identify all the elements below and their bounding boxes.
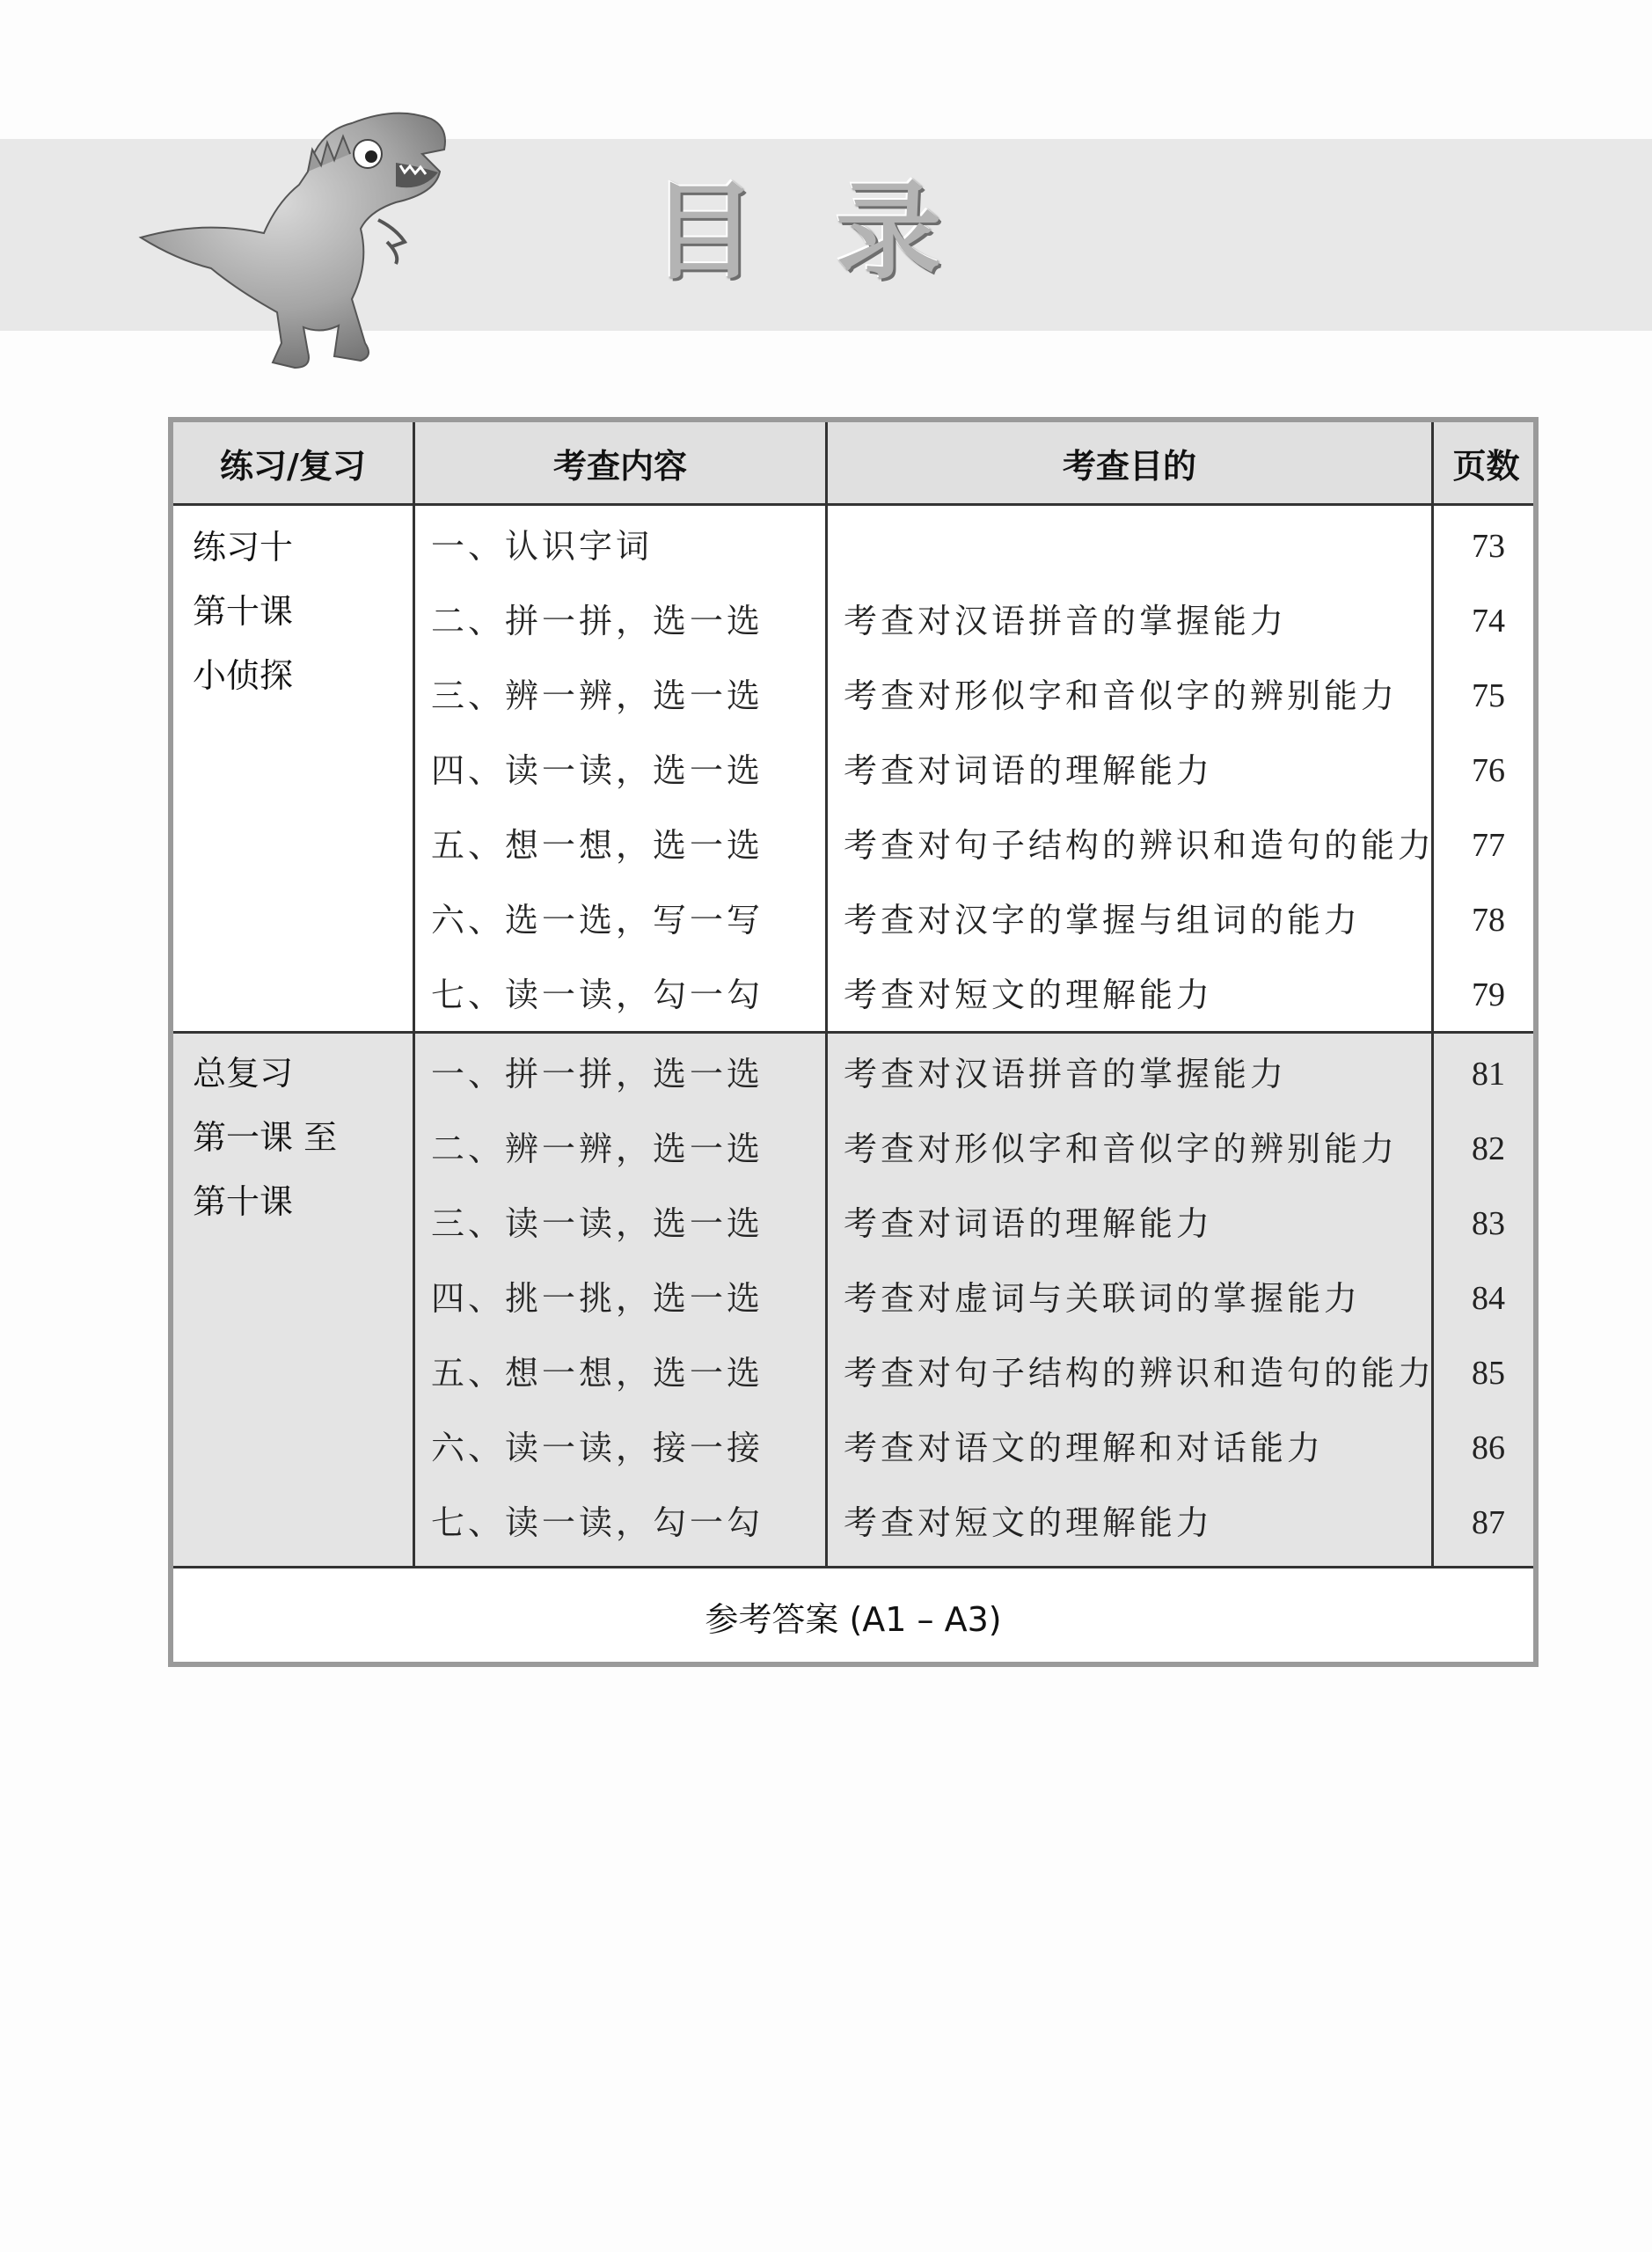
table-row[interactable] (173, 1112, 1533, 1187)
table-row[interactable] (173, 1336, 1533, 1411)
row-purpose: 考查对短文的理解能力 (844, 976, 1214, 1014)
header-divider (173, 503, 1533, 506)
row-page: 87 (1472, 1504, 1505, 1541)
row-page: 77 (1472, 827, 1505, 864)
table-row[interactable] (173, 808, 1533, 883)
header-page: 页数 (1452, 446, 1520, 486)
title-char-1: 目 (651, 172, 757, 294)
row-page: 75 (1472, 677, 1505, 714)
row-purpose: 考查对汉语拼音的掌握能力 (844, 602, 1288, 640)
row-content: 二、辨一辨，选一选 (431, 1130, 764, 1168)
section-label-line: 第一课 至 (193, 1118, 338, 1157)
section-label-line: 小侦探 (193, 656, 294, 695)
row-content: 三、读一读，选一选 (431, 1204, 764, 1243)
row-purpose: 考查对汉语拼音的掌握能力 (844, 1055, 1288, 1093)
row-purpose: 考查对汉字的掌握与组词的能力 (844, 901, 1362, 940)
row-page: 84 (1472, 1280, 1505, 1317)
table-row[interactable] (173, 1187, 1533, 1261)
header-exercise: 练习/复习 (220, 446, 366, 486)
row-content: 二、拼一拼，选一选 (431, 602, 764, 640)
row-content: 三、辨一辨，选一选 (431, 676, 764, 715)
row-page: 73 (1472, 528, 1505, 565)
row-purpose: 考查对形似字和音似字的辨别能力 (844, 676, 1399, 715)
table-row[interactable] (173, 1261, 1533, 1336)
contents-table (168, 417, 1539, 1667)
row-purpose: 考查对句子结构的辨识和造句的能力 (844, 826, 1436, 865)
row-purpose: 考查对词语的理解能力 (844, 751, 1214, 790)
row-content: 五、想一想，选一选 (431, 826, 764, 865)
row-page: 85 (1472, 1355, 1505, 1392)
row-content: 四、读一读，选一选 (431, 751, 764, 790)
row-content: 一、认识字词 (431, 527, 654, 566)
table-row[interactable] (173, 1486, 1533, 1561)
table-row[interactable] (173, 734, 1533, 808)
row-content: 七、读一读，勾一勾 (431, 976, 764, 1014)
header-purpose: 考查目的 (1062, 446, 1196, 486)
row-page: 79 (1472, 976, 1505, 1013)
header-content: 考查内容 (552, 446, 687, 486)
row-content: 四、挑一挑，选一选 (431, 1279, 764, 1318)
answers-row[interactable]: 参考答案 (A1 – A3) (705, 1599, 1002, 1639)
row-page: 81 (1472, 1056, 1505, 1093)
section-label-line: 总复习 (193, 1054, 294, 1093)
row-purpose: 考查对形似字和音似字的辨别能力 (844, 1130, 1399, 1168)
row-content: 七、读一读，勾一勾 (431, 1503, 764, 1542)
table-row[interactable] (173, 584, 1533, 659)
table-row[interactable] (173, 509, 1533, 584)
title-char-2: 录 (836, 172, 941, 294)
table-row[interactable] (173, 659, 1533, 734)
row-content: 五、想一想，选一选 (431, 1354, 764, 1393)
row-page: 74 (1472, 603, 1505, 640)
section-label-line: 第十课 (193, 1182, 294, 1221)
section-label-line: 第十课 (193, 592, 294, 631)
row-page: 78 (1472, 902, 1505, 939)
dinosaur-mascot-icon (132, 88, 484, 387)
row-purpose: 考查对短文的理解能力 (844, 1503, 1214, 1542)
table-row[interactable] (173, 958, 1533, 1033)
table-row[interactable] (173, 1037, 1533, 1112)
row-purpose: 考查对虚词与关联词的掌握能力 (844, 1279, 1362, 1318)
table-row[interactable] (173, 883, 1533, 958)
row-purpose: 考查对词语的理解能力 (844, 1204, 1214, 1243)
row-page: 76 (1472, 752, 1505, 789)
row-purpose: 考查对句子结构的辨识和造句的能力 (844, 1354, 1436, 1393)
row-content: 一、拼一拼，选一选 (431, 1055, 764, 1093)
row-content: 六、读一读，接一接 (431, 1429, 764, 1467)
page-title (651, 167, 941, 299)
section-label-line: 练习十 (193, 528, 294, 567)
row-purpose: 考查对语文的理解和对话能力 (844, 1429, 1325, 1467)
row-page: 86 (1472, 1429, 1505, 1466)
row-page: 82 (1472, 1130, 1505, 1167)
row-content: 六、选一选，写一写 (431, 901, 764, 940)
row-page: 83 (1472, 1205, 1505, 1242)
table-row[interactable] (173, 1411, 1533, 1486)
